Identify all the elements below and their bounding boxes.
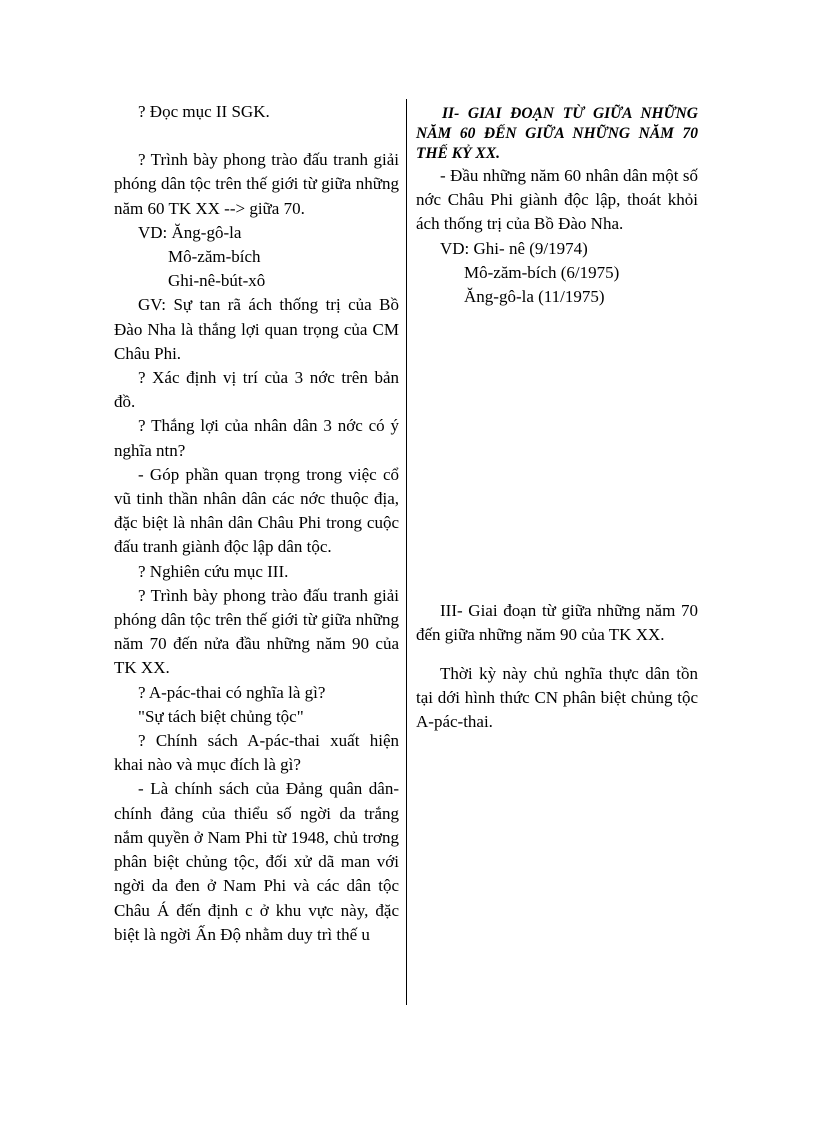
right-heading-section-iii: III- Giai đoạn từ giữa những năm 70 đến giữa những năm 90 của TK XX. [416,601,698,645]
left-para-significance-answer: - Góp phần quan trọng trong việc cổ vũ tinh thần nhân dân các nớc thuộc địa, đặc biệt là nhân dân Châu Phi trong cuộc đấu tranh giành độc lập dân tộc. [114,464,399,557]
left-para-locate-map: ? Xác định vị trí của 3 nớc trên bản đồ. [114,368,399,412]
left-column [114,100,399,947]
left-para-apartheid-question: ? A-pác-thai có nghĩa là gì? [138,682,326,702]
right-example-angola: Ăng-gô-la (11/1975) [464,287,605,307]
right-para-60s-independence: - Đầu những năm 60 nhân dân một số nớc Châu Phi giành độc lập, thoát khỏi ách thống trị của Bồ Đào Nha. [416,166,698,234]
right-para-apartheid-era: Thời kỳ này chủ nghĩa thực dân tồn tại dới hình thức CN phân biệt chủng tộc A-pác-thai. [416,663,698,732]
left-para-apartheid-origin-question: ? Chính sách A-pác-thai xuất hiện khai nào và mục đích là gì? [114,731,399,775]
right-example-guinea: VD: Ghi- nê (9/1974) [440,238,588,258]
left-para-study-section-iii: ? Nghiên cứu mục III. [138,561,289,581]
right-column [416,100,698,734]
left-para-significance-question: ? Thắng lợi của nhân dân 3 nớc có ý nghĩa ntn? [114,416,399,460]
left-para-teacher-note: GV: Sự tan rã ách thống trị của Bồ Đào Nha là thắng lợi quan trọng của CM Châu Phi. [114,295,399,363]
left-para-apartheid-answer: - Là chính sách của Đảng quân dân- chính đảng của thiểu số ngời da trắng nắm quyền ở Nam Phi từ 1948, chủ trơng phân biệt chủng tộc, đối xử dã man với ngời da đen ở Nam Phi và các dân tộc Châu Á đến định c ở khu vực này, đặc biệt là ngời Ấn Độ nhằm duy trì thế u [114,779,399,944]
left-example-angola: VD: Ăng-gô-la [138,222,242,242]
right-heading-section-ii: II- GIAI ĐOẠN TỪ GIỮA NHỮNG NĂM 60 ĐẾN GIỮA NHỮNG NĂM 70 THẾ KỶ XX. [416,105,698,162]
left-para-question-60s-70s: ? Trình bày phong trào đấu tranh giải phóng dân tộc trên thế giới từ giữa những năm 60 TK XX --> giữa 70. [114,150,399,218]
column-divider [406,99,407,1005]
left-para-read-section-ii: ? Đọc mục II SGK. [138,102,270,121]
right-example-mozambique: Mô-zăm-bích (6/1975) [464,262,620,282]
left-example-mozambique: Mô-zăm-bích [168,247,261,267]
left-para-apartheid-meaning: "Sự tách biệt chủng tộc" [138,706,304,726]
left-example-guinea-bissau: Ghi-nê-bút-xô [168,271,266,291]
left-para-question-70s-90s: ? Trình bày phong trào đấu tranh giải phóng dân tộc trên thế giới từ giữa những năm 70 đến nửa đầu những năm 90 của TK XX. [114,585,399,678]
